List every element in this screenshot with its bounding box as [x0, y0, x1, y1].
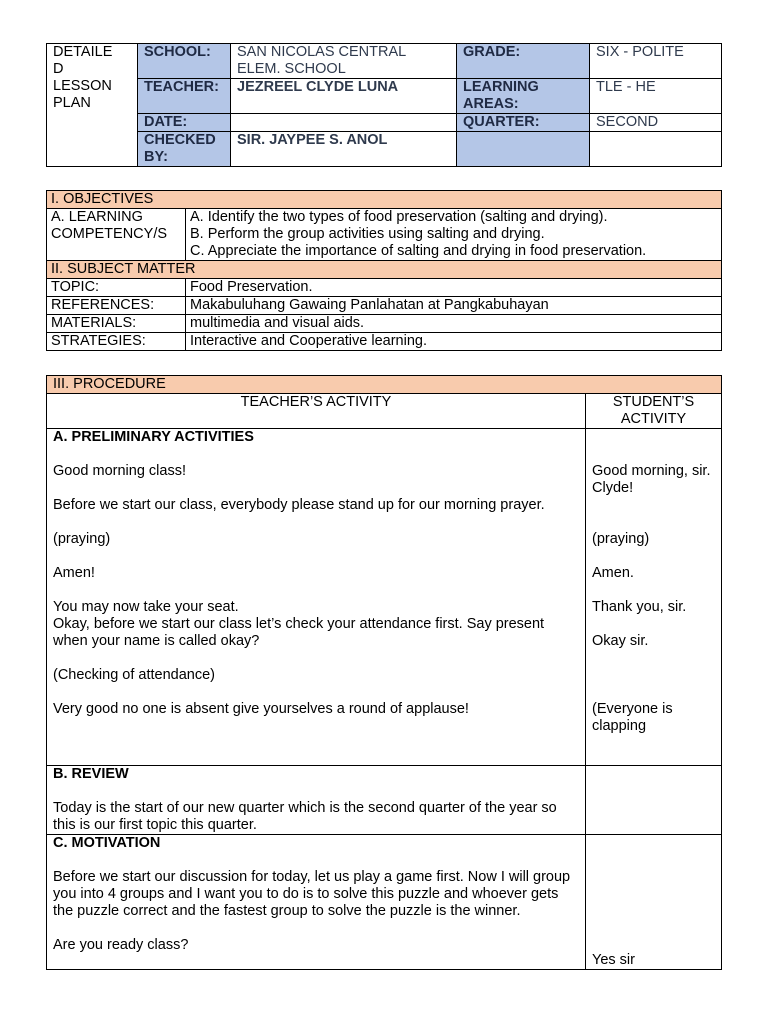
subject-row-materials: MATERIALS: multimedia and visual aids.	[47, 315, 722, 333]
subject-matter-heading: II. SUBJECT MATTER	[47, 261, 722, 279]
teacher-value: JEZREEL CLYDE LUNA	[231, 79, 457, 114]
subject-row-topic: TOPIC: Food Preservation.	[47, 279, 722, 297]
review-heading: B. REVIEW	[53, 766, 129, 782]
preliminary-teacher-cell: A. PRELIMINARY ACTIVITIES Good morning class! Before we start our class, everybody please stand up for our morning prayer. (praying) Amen! You may now take your seat. Okay, before we start our class let’s check your attendance first. Say present when your name is called okay? (Checking of attendance) Very good no one is absent give yourselves a round of applause!	[47, 429, 586, 766]
empty-label-cell	[457, 132, 590, 167]
objective-item: B. Perform the group activities using salting and drying.	[190, 226, 545, 242]
learning-areas-value: TLE - HE	[590, 79, 722, 114]
preliminary-student-cell: Good morning, sir. Clyde! (praying) Amen. Thank you, sir. Okay sir. (Everyone is clapping	[586, 429, 722, 766]
grade-value: SIX - POLITE	[590, 44, 722, 79]
lesson-plan-header-table	[46, 43, 722, 167]
preliminary-heading: A. PRELIMINARY ACTIVITIES	[53, 429, 254, 445]
grade-label: GRADE:	[457, 44, 590, 79]
objectives-table	[46, 190, 722, 351]
school-value: SAN NICOLAS CENTRAL ELEM. SCHOOL	[231, 44, 457, 79]
competency-label: A. LEARNING COMPETENCY/S	[47, 209, 186, 261]
motivation-heading: C. MOTIVATION	[53, 835, 161, 851]
objective-item: C. Appreciate the importance of salting and drying in food preservation.	[190, 243, 647, 259]
motivation-teacher-cell: C. MOTIVATION Before we start our discussion for today, let us play a game first. Now I will group you into 4 groups and I want you to do is to solve this puzzle and whoever gets the puzzle correct and the fastest group to solve the puzzle is the winner. Are you ready class?	[47, 835, 586, 970]
objectives-heading: I. OBJECTIVES	[47, 191, 722, 209]
document-title: DETAILE D LESSON PLAN	[47, 44, 138, 167]
procedure-table	[46, 375, 722, 970]
quarter-label: QUARTER:	[457, 114, 590, 132]
date-value	[231, 114, 457, 132]
teacher-label: TEACHER:	[138, 79, 231, 114]
student-activity-header: STUDENT’S ACTIVITY	[586, 394, 722, 429]
quarter-value: SECOND	[590, 114, 722, 132]
review-teacher-cell: B. REVIEW Today is the start of our new quarter which is the second quarter of the year so this is our first topic this quarter.	[47, 766, 586, 835]
subject-row-references: REFERENCES: Makabuluhang Gawaing Panlahatan at Pangkabuhayan	[47, 297, 722, 315]
checked-by-label: CHECKED BY:	[138, 132, 231, 167]
objective-item: A. Identify the two types of food preservation (salting and drying).	[190, 209, 608, 225]
school-label: SCHOOL:	[138, 44, 231, 79]
teacher-activity-header: TEACHER’S ACTIVITY	[47, 394, 586, 429]
date-label: DATE:	[138, 114, 231, 132]
motivation-student-cell: Yes sir	[586, 835, 722, 970]
procedure-heading: III. PROCEDURE	[47, 376, 722, 394]
learning-areas-label: LEARNING AREAS:	[457, 79, 590, 114]
review-student-cell	[586, 766, 722, 835]
subject-row-strategies: STRATEGIES: Interactive and Cooperative learning.	[47, 333, 722, 351]
objectives-list	[186, 209, 722, 261]
empty-value-cell	[590, 132, 722, 167]
checked-by-value: SIR. JAYPEE S. ANOL	[231, 132, 457, 167]
